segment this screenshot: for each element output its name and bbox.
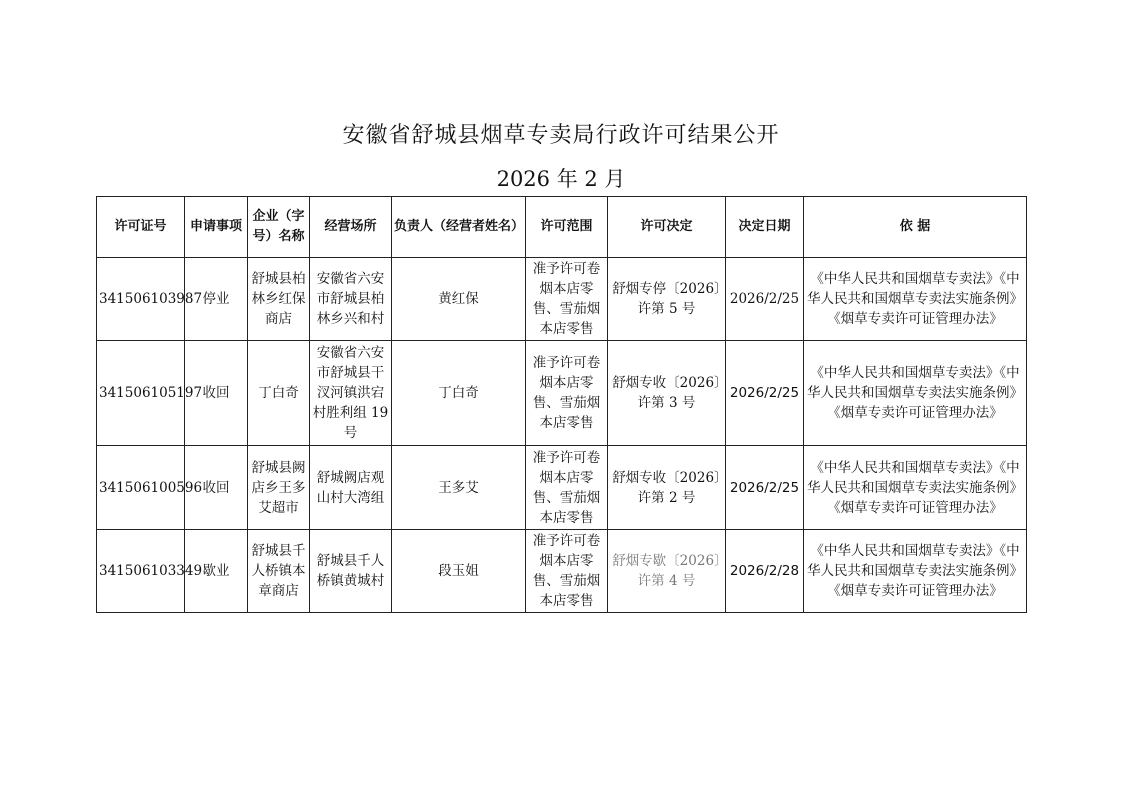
decision-cell: 舒烟专歇〔2026〕许第 4 号 xyxy=(608,530,726,613)
item-cell: 收回 xyxy=(185,446,248,530)
date-cell: 2026/2/25 xyxy=(726,258,804,341)
name-cell: 舒城县柏林乡红保商店 xyxy=(248,258,310,341)
decision-cell: 舒烟专收〔2026〕许第 3 号 xyxy=(608,341,726,446)
item-cell: 停业 xyxy=(185,258,248,341)
table-row xyxy=(97,446,1027,530)
header-basis: 依 据 xyxy=(804,197,1027,258)
date-cell: 2026/2/25 xyxy=(726,341,804,446)
table-header-row xyxy=(97,197,1027,258)
header-scope: 许可范围 xyxy=(526,197,608,258)
license-no-cell: 341506103987 xyxy=(97,258,185,341)
header-item: 申请事项 xyxy=(185,197,248,258)
header-license-no: 许可证号 xyxy=(97,197,185,258)
address-cell: 安徽省六安市舒城县干汊河镇洪宕村胜利组 19 号 xyxy=(310,341,392,446)
decision-cell: 舒烟专停〔2026〕许第 5 号 xyxy=(608,258,726,341)
scope-cell: 准予许可卷烟本店零售、雪茄烟本店零售 xyxy=(526,530,608,613)
scope-cell: 准予许可卷烟本店零售、雪茄烟本店零售 xyxy=(526,446,608,530)
permit-table xyxy=(96,196,1027,613)
license-no-cell: 341506105197 xyxy=(97,341,185,446)
basis-cell: 《中华人民共和国烟草专卖法》《中华人民共和国烟草专卖法实施条例》《烟草专卖许可证管理办法》 xyxy=(804,446,1027,530)
person-cell: 段玉姐 xyxy=(392,530,526,613)
basis-cell: 《中华人民共和国烟草专卖法》《中华人民共和国烟草专卖法实施条例》《烟草专卖许可证管理办法》 xyxy=(804,341,1027,446)
address-cell: 舒城阙店观山村大湾组 xyxy=(310,446,392,530)
scope-cell: 准予许可卷烟本店零售、雪茄烟本店零售 xyxy=(526,258,608,341)
header-person: 负责人（经营者姓名） xyxy=(392,197,526,258)
header-decision: 许可决定 xyxy=(608,197,726,258)
date-cell: 2026/2/28 xyxy=(726,530,804,613)
license-no-cell: 341506100596 xyxy=(97,446,185,530)
document-subtitle: 2026 年 2 月 xyxy=(496,167,626,191)
item-cell: 歇业 xyxy=(185,530,248,613)
license-no-cell: 341506103349 xyxy=(97,530,185,613)
header-name: 企业（字号）名称 xyxy=(248,197,310,258)
address-cell: 舒城县千人桥镇黄城村 xyxy=(310,530,392,613)
table-row xyxy=(97,530,1027,613)
scope-cell: 准予许可卷烟本店零售、雪茄烟本店零售 xyxy=(526,341,608,446)
person-cell: 黄红保 xyxy=(392,258,526,341)
date-cell: 2026/2/25 xyxy=(726,446,804,530)
person-cell: 丁白奇 xyxy=(392,341,526,446)
item-cell: 收回 xyxy=(185,341,248,446)
table-row xyxy=(97,258,1027,341)
basis-cell: 《中华人民共和国烟草专卖法》《中华人民共和国烟草专卖法实施条例》《烟草专卖许可证管理办法》 xyxy=(804,530,1027,613)
decision-cell: 舒烟专收〔2026〕许第 2 号 xyxy=(608,446,726,530)
address-cell: 安徽省六安市舒城县柏林乡兴和村 xyxy=(310,258,392,341)
document-title: 安徽省舒城县烟草专卖局行政许可结果公开 xyxy=(342,123,780,148)
name-cell: 舒城县千人桥镇本章商店 xyxy=(248,530,310,613)
basis-cell: 《中华人民共和国烟草专卖法》《中华人民共和国烟草专卖法实施条例》《烟草专卖许可证管理办法》 xyxy=(804,258,1027,341)
person-cell: 王多艾 xyxy=(392,446,526,530)
name-cell: 丁白奇 xyxy=(248,341,310,446)
header-date: 决定日期 xyxy=(726,197,804,258)
name-cell: 舒城县阙店乡王多艾超市 xyxy=(248,446,310,530)
header-address: 经营场所 xyxy=(310,197,392,258)
table-row xyxy=(97,341,1027,446)
